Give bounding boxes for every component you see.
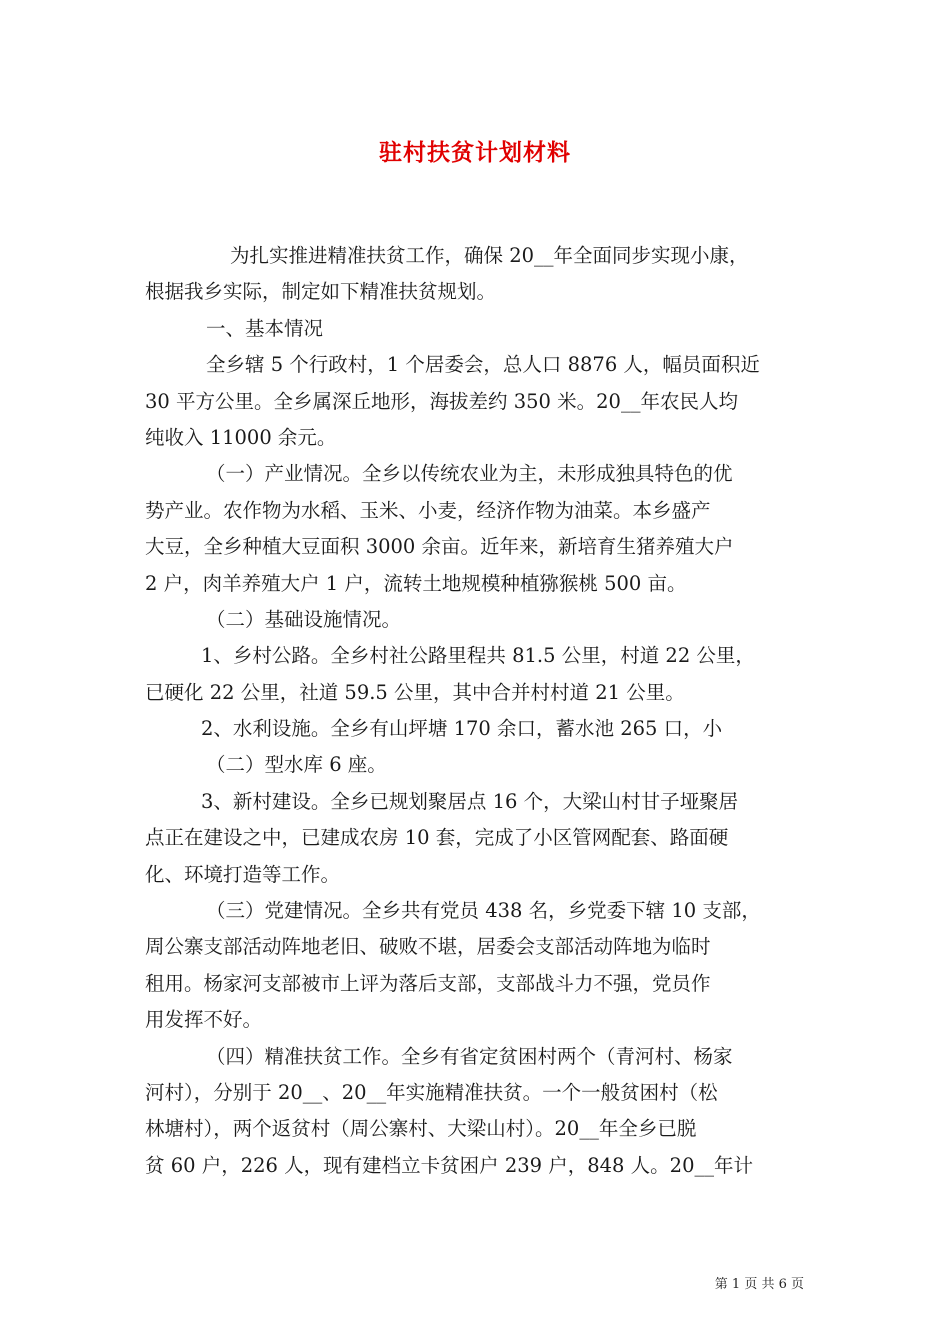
body-line: 用发挥不好。	[145, 1008, 263, 1032]
body-line: 化、环境打造等工作。	[145, 862, 341, 886]
body-line: （三）党建情况。全乡共有党员 438 名，乡党委下辖 10 支部，	[206, 899, 761, 923]
body-line: 3、新村建设。全乡已规划聚居点 16 个，大梁山村甘子垭聚居	[201, 789, 739, 813]
body-line: 河村），分别于 20__、20__年实施精准扶贫。一个一般贫困村（松	[145, 1080, 718, 1104]
body-line: 势产业。农作物为水稻、玉米、小麦，经济作物为油菜。本乡盛产	[145, 498, 711, 522]
body-line: （二）基础设施情况。	[206, 607, 402, 631]
body-line: 已硬化 22 公里，社道 59.5 公里，其中合并村村道 21 公里。	[145, 680, 685, 704]
body-line: 纯收入 11000 余元。	[145, 425, 337, 449]
body-line: 周公寨支部活动阵地老旧、破败不堪，居委会支部活动阵地为临时	[145, 935, 711, 959]
body-line: 点正在建设之中，已建成农房 10 套，完成了小区管网配套、路面硬	[145, 826, 729, 850]
body-line: 贫 60 户，226 人，现有建档立卡贫困户 239 户，848 人。20__年计	[145, 1153, 753, 1177]
body-line: 30 平方公里。全乡属深丘地形，海拔差约 350 米。20__年农民人均	[145, 389, 738, 413]
body-line: 一、基本情况	[206, 316, 324, 340]
body-line: 全乡辖 5 个行政村，1 个居委会，总人口 8876 人，幅员面积近	[206, 353, 760, 377]
body-line: 租用。杨家河支部被市上评为落后支部，支部战斗力不强，党员作	[145, 971, 711, 995]
body-line: 为扎实推进精准扶贫工作，确保 20__年全面同步实现小康，	[230, 244, 749, 267]
body-line: 2 户，肉羊养殖大户 1 户，流转土地规模种植猕猴桃 500 亩。	[145, 571, 687, 595]
body-line: 2、水利设施。全乡有山坪塘 170 余口，蓄水池 265 口，小	[201, 717, 723, 741]
body-line: 1、乡村公路。全乡村社公路里程共 81.5 公里，村道 22 公里，	[201, 644, 755, 668]
page-number: 第 1 页 共 6 页	[714, 1277, 804, 1292]
body-line: 大豆，全乡种植大豆面积 3000 余亩。近年来，新培育生猪养殖大户	[145, 535, 734, 559]
body-line: （二）型水库 6 座。	[206, 753, 387, 777]
body-line: 根据我乡实际，制定如下精准扶贫规划。	[145, 280, 497, 304]
document-body	[145, 238, 817, 1184]
body-line: （四）精准扶贫工作。全乡有省定贫困村两个（青河村、杨家	[206, 1044, 733, 1068]
body-line: 林塘村），两个返贫村（周公寨村、大梁山村）。20__年全乡已脱	[145, 1117, 697, 1141]
body-line: （一）产业情况。全乡以传统农业为主，未形成独具特色的优	[206, 462, 733, 486]
document-title: 驻村扶贫计划材料	[379, 139, 571, 166]
